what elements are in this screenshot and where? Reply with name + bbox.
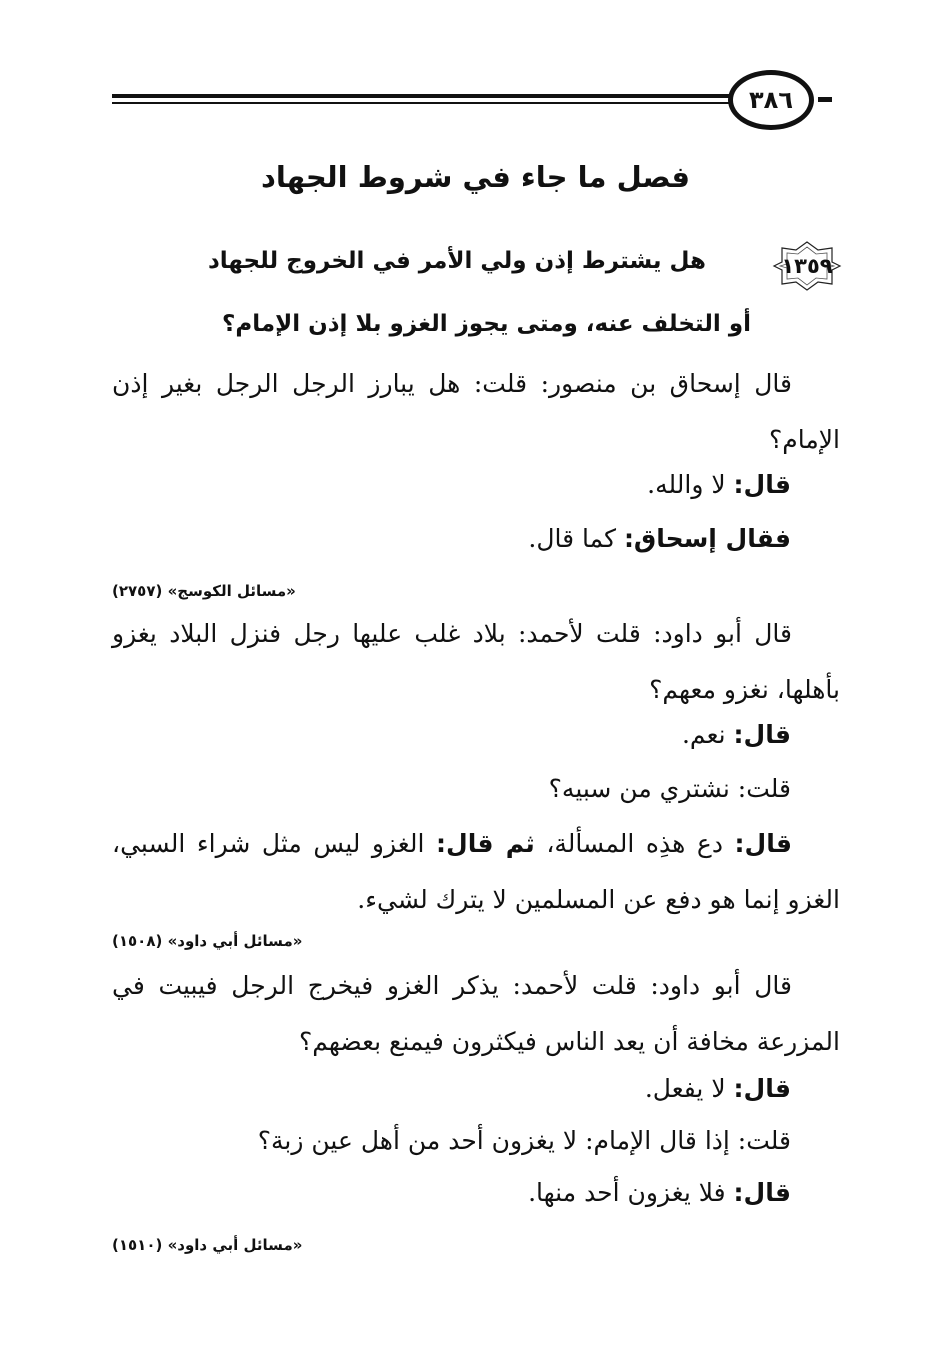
header-rule [112, 94, 832, 108]
answer-text: كما قال. [528, 524, 624, 553]
answer-text: نعم. [681, 720, 734, 749]
question-number-badge [772, 240, 842, 292]
question-heading-line1: هل يشترط إذن ولي الأمر في الخروج للجهاد [207, 248, 706, 274]
answer-text: الغزو ليس مثل شراء السبي، الغزو إنما هو دفع عن المسلمين لا يترك لشيء. [112, 829, 840, 914]
speaker-label: قال: [733, 1178, 791, 1207]
answer-text: فلا يغزون أحد منها. [528, 1178, 734, 1207]
question-line: قلت: نشتري من سبيه؟ [548, 774, 791, 803]
speaker-label: ثم قال: [436, 829, 535, 858]
paragraph [112, 816, 840, 928]
source-number: (١٥١٠) [112, 1236, 163, 1254]
source-reference [112, 932, 302, 950]
answer-text: لا يفعل. [644, 1074, 734, 1103]
question-line: قلت: إذا قال الإمام: لا يغزون أحد من أهل عين زبة؟ [257, 1126, 791, 1155]
answer-line [645, 1074, 791, 1103]
page-number: ٣٨٦ [728, 70, 814, 130]
paragraph: قال أبو داود: قلت لأحمد: يذكر الغزو فيخرج الرجل فيبيت في المزرعة مخافة أن يعد الناس فيكثرون فيمنع بعضهم؟ [112, 971, 840, 1056]
question-heading-line2: أو التخلف عنه، ومتى يجوز الغزو بلا إذن الإمام؟ [222, 311, 751, 337]
answer-text: لا والله. [647, 470, 734, 499]
chapter-title: فصل ما جاء في شروط الجهاد [260, 160, 691, 194]
speaker-label: قال: [733, 720, 791, 749]
source-reference [112, 582, 296, 600]
answer-text: دع هذِه المسألة، [534, 829, 735, 858]
question-number: ١٣٥٩ [781, 254, 833, 278]
source-title: «مسائل الكوسج» [167, 582, 296, 600]
speaker-label: قال: [734, 829, 792, 858]
answer-line [528, 524, 791, 553]
speaker-label: قال: [733, 470, 791, 499]
answer-line [647, 470, 791, 499]
answer-line [682, 720, 791, 749]
source-number: (٢٧٥٧) [112, 582, 163, 600]
paragraph: قال إسحاق بن منصور: قلت: هل يبارز الرجل الرجل بغير إذن الإمام؟ [112, 369, 840, 454]
answer-line [528, 1178, 791, 1207]
source-title: «مسائل أبي داود» [167, 932, 303, 950]
speaker-label: قال: [733, 1074, 791, 1103]
source-reference [112, 1236, 302, 1254]
speaker-label: فقال إسحاق: [623, 524, 791, 553]
source-title: «مسائل أبي داود» [167, 1236, 303, 1254]
paragraph: قال أبو داود: قلت لأحمد: بلاد غلب عليها رجل فنزل البلاد يغزو بأهلها، نغزو معهم؟ [112, 619, 840, 704]
source-number: (١٥٠٨) [112, 932, 163, 950]
